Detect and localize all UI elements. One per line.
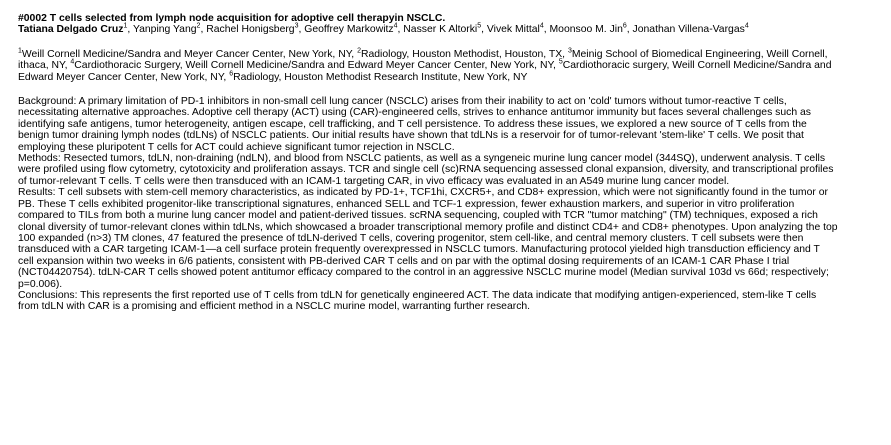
affiliation-text: Radiology, Houston Methodist, Houston, TX, (360, 48, 568, 60)
abstract-title: #0002 T cells selected from lymph node acquisition for adoptive cell therapyin NSCLC. (18, 13, 446, 24)
author-separator: , (200, 24, 207, 36)
affiliation-number: 5 (558, 58, 563, 66)
author-name: Vivek Mittal (486, 24, 540, 36)
author-affiliation-number: 4 (539, 22, 544, 30)
affiliation-number: 4 (70, 58, 75, 66)
author-name: Tatiana Delgado Cruz (18, 24, 124, 36)
author-separator: , (298, 24, 305, 36)
methods-paragraph: Methods: Resected tumors, tdLN, non-draining (ndLN), and blood from NSCLC patients, as well as a syngeneic murine lung cancer model (344SQ), underwent analysis. T cells were profiled using flow cytometry, cytotoxicity and proliferation assays. TCR and single cell (sc)RNA sequencing assessed clonal expansion, diversity, and transcriptional profiles of tumor-relevant T cells. T cells were then transduced with an ICAM-1 targeting CAR, in vivo efficacy was evaluated in an A549 murine lung cancer model. (18, 153, 834, 187)
results-paragraph: Results: T cell subsets with stem-cell memory characteristics, as indicated by PD-1+, TCF1hi, CXCR5+, and CD8+ expression, which were not significantly found in the tumor or PB. These T cells exhibited progenitor-like transcriptional signatures, enhanced SELL and TCF-1 expression, fewer exhaustion markers, and superior in vitro proliferation compared to TILs from both a murine lung cancer model and patient-derived tissues. scRNA sequencing, coupled with TCR "tumor matching" (TM) techniques, exposed a rich clonal diversity of tumor-relevant clones within tdLNs, which showcased a broader transcriptional memory profile and distinct CD4+ and CD8+ phenotypes. Upon analyzing the top 100 expanded (n>3) TM clones, 47 featured the presence of tdLN-derived T cells, covering progenitor, stem cell-like, and central memory clusters. T cell subsets were then transduced with a CAR targeting ICAM-1—a cell surface protein frequently overexpressed in NSCLC tumors. Manufacturing protocol yielded high transduction efficiency and T cell expansion within two weeks in 6/6 patients, consistent with PB-derived CAR T cells and on par with the optimal dosing requirements of an ICAM-1 CAR Phase I trial (NCT04420754). tdLN-CAR T cells showed potent antitumor efficacy compared to the control in an aggressive NSCLC murine model (Median survival 103d vs 66d; respectively; p=0.006). (18, 187, 838, 290)
author-affiliation-number: 6 (622, 22, 627, 30)
author-affiliation-number: 4 (393, 22, 398, 30)
affiliation-text: Cardiothoracic Surgery, Weill Cornell Medicine/Sandra and Edward Meyer Cancer Center, New York, NY, (74, 60, 559, 72)
conclusions-paragraph: Conclusions: This represents the first reported use of T cells from tdLN for genetically engineered ACT. The data indicate that modifying antigen-experienced, stem-like T cells from tdLN with CAR is a promising and efficient method in a NSCLC murine model, warranting further research. (18, 289, 817, 313)
author-affiliation-number: 5 (477, 22, 482, 30)
author-name: Geoffrey Markowitz (304, 24, 394, 36)
author-name: Yanping Yang (132, 24, 197, 36)
author-name: Nasser K Altorki (403, 24, 478, 36)
abstract-body (18, 96, 838, 313)
affiliation-text: Meinig School of Biomedical Engineering, Weill Cornell, ithaca, NY, (18, 48, 828, 72)
author-separator: , (127, 24, 133, 36)
author-separator: , (481, 24, 487, 36)
abstract-page (18, 13, 838, 313)
background-paragraph: Background: A primary limitation of PD-1 inhibitors in non-small cell lung cancer (NSCLC) arises from their inability to act on 'cold' tumors without tumor-reactive T cells, necessitating alternative approaches. Adoptive cell therapy (ACT) using (CAR)-engineered cells, strives to enhance antitumor immunity but faces several challenges such as identifying safe antigens, tumor heterogeneity, antigen escape, cell trafficking, and T cell persistence. To address these issues, we explored a new source of T cells from the benign tumor draining lymph nodes (tdLNs) of NSCLC patients. Our initial results have shown that tdLNs is a reservoir for of tumor-relevant 'stem-like' T cells. We posit that employing these pluripotent T cells for ACT could achieve significant tumor rejection in NSCLC. (18, 96, 811, 153)
author-name: Rachel Honigsberg (206, 24, 295, 36)
author-affiliation-number: 3 (294, 22, 299, 30)
author-affiliation-number: 4 (744, 22, 749, 30)
author-affiliation-number: 2 (196, 22, 201, 30)
affiliation-number: 2 (357, 47, 361, 55)
author-separator: , (626, 24, 633, 36)
affiliation-text: Weill Cornell Medicine/Sandra and Meyer Cancer Center, New York, NY, (21, 48, 358, 60)
affiliation-number: 6 (229, 70, 234, 78)
author-name: Jonathan Villena-Vargas (632, 24, 745, 36)
author-affiliation-number: 1 (123, 22, 128, 30)
affiliation-number: 3 (567, 47, 572, 55)
affiliation-text: Cardiothoracic surgery, Weill Cornell Medicine/Sandra and Edward Meyer Cancer Center, New York, NY, (18, 60, 832, 83)
author-name: Moonsoo M. Jin (549, 24, 623, 36)
affiliation-text: Radiology, Houston Methodist Research Institute, New York, NY (233, 71, 528, 83)
author-separator: , (543, 24, 550, 36)
affiliation-list (18, 49, 838, 83)
author-list (18, 24, 838, 35)
affiliation-number: 1 (18, 47, 22, 55)
author-separator: , (397, 24, 404, 36)
